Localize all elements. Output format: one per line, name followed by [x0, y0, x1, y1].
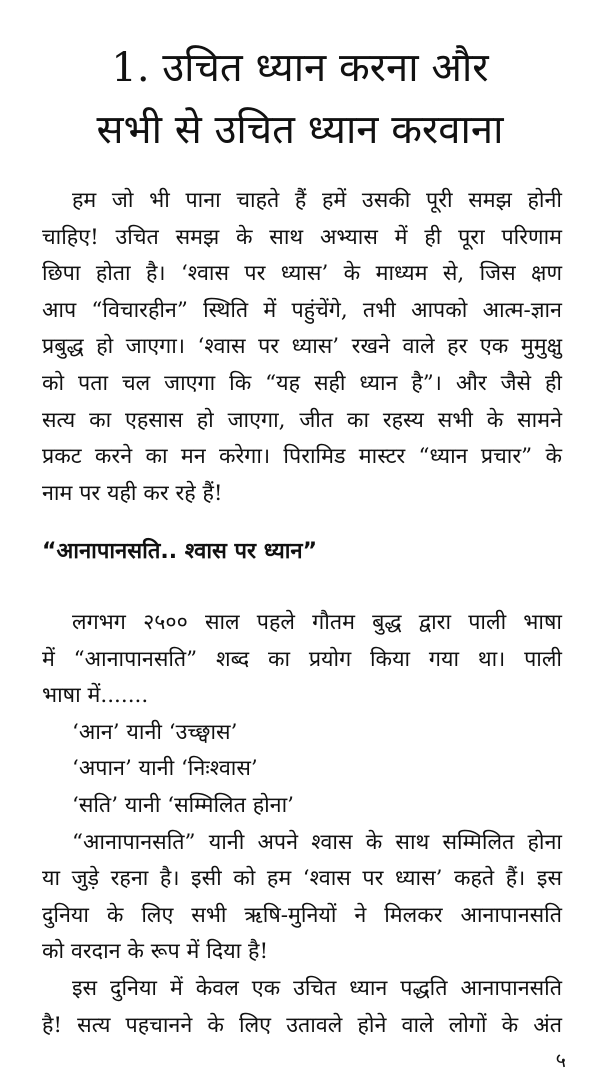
definition-line: ‘सति’ यानी ‘सम्मिलित होना’ — [72, 792, 295, 818]
page-title-line-1: 1. उचित ध्यान करना और — [111, 45, 489, 91]
paragraph-line: आप “विचारहीन” स्थिति में पहुंचेंगे, तभी आपको आत्म-ज्ञान — [42, 297, 562, 323]
paragraph-line: को पता चल जाएगा कि “यह सही ध्यान है”। और जैसे ही — [42, 370, 562, 396]
definition-line: ‘अपान’ यानी ‘निःश्वास’ — [72, 756, 258, 782]
body-paragraph — [42, 605, 562, 1044]
section-subheading: “आनापानसति.. श्वास पर ध्यान” — [42, 539, 318, 564]
paragraph-line: लगभग २५०० साल पहले गौतम बुद्ध द्वारा पाली भाषा — [72, 610, 562, 635]
paragraph-line: चाहिए! उचित समझ के साथ अभ्यास में ही पूरा परिणाम — [42, 224, 562, 250]
paragraph-line: सत्य का एहसास हो जाएगा, जीत का रहस्य सभी के सामने — [42, 407, 562, 433]
paragraph-line: भाषा में....... — [42, 683, 149, 709]
page-title-line-2: सभी से उचित ध्यान करवाना — [96, 107, 504, 153]
definition-line: ‘आन’ यानी ‘उच्छ्वास’ — [72, 719, 238, 745]
intro-paragraph — [42, 183, 562, 512]
paragraph-line: या जुड़े रहना है। इसी को हम ‘श्वास पर ध्यास’ कहते हैं। इस — [42, 866, 562, 892]
paragraph-line: को वरदान के रूप में दिया है! — [42, 939, 269, 965]
page-number: ५ — [555, 1048, 566, 1072]
paragraph-line: प्रबुद्ध हो जाएगा। ‘श्वास पर ध्यास’ रखने वाले हर एक मुमुक्षु — [42, 334, 562, 360]
paragraph-line: नाम पर यही कर रहे हैं! — [42, 480, 223, 506]
paragraph-line: इस दुनिया में केवल एक उचित ध्यान पद्धति आनापानसति — [72, 975, 562, 1001]
paragraph-line: है! सत्य पहचानने के लिए उतावले होने वाले लोगों के अंत — [42, 1012, 562, 1038]
paragraph-line: “आनापानसति” यानी अपने श्वास के साथ सम्मिलित होना — [72, 829, 562, 855]
paragraph-line: दुनिया के लिए सभी ऋषि-मुनियों ने मिलकर आनापानसति — [42, 902, 562, 928]
paragraph-line: में “आनापानसति” शब्द का प्रयोग किया गया था। पाली — [42, 646, 562, 672]
paragraph-line: हम जो भी पाना चाहते हैं हमें उसकी पूरी समझ होनी — [72, 188, 562, 213]
paragraph-line: प्रकट करने का मन करेगा। पिरामिड मास्टर “ध्यान प्रचार” के — [42, 444, 562, 470]
paragraph-line: छिपा होता है। ‘श्वास पर ध्यास’ के माध्यम से, जिस क्षण — [42, 261, 562, 287]
